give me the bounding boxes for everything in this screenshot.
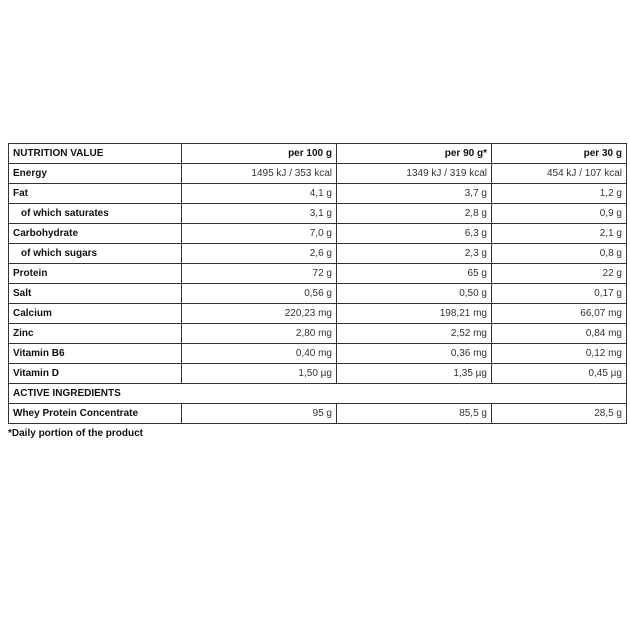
nutrient-label: Zinc	[9, 324, 182, 344]
nutrient-value: 2,8 g	[337, 204, 492, 224]
table-row	[9, 264, 627, 284]
nutrient-value: 2,80 mg	[182, 324, 337, 344]
nutrient-value: 0,8 g	[492, 244, 627, 264]
table-row	[9, 404, 627, 424]
nutrient-value: 7,0 g	[182, 224, 337, 244]
nutrient-value: 72 g	[182, 264, 337, 284]
nutrient-value: 0,36 mg	[337, 344, 492, 364]
nutrient-rows	[9, 164, 627, 384]
nutrient-value: 0,12 mg	[492, 344, 627, 364]
table-row	[9, 224, 627, 244]
nutrient-value: 1495 kJ / 353 kcal	[182, 164, 337, 184]
nutrient-label: Vitamin D	[9, 364, 182, 384]
nutrient-value: 2,3 g	[337, 244, 492, 264]
nutrient-label: Calcium	[9, 304, 182, 324]
table-row	[9, 324, 627, 344]
table-row	[9, 184, 627, 204]
table-row	[9, 364, 627, 384]
nutrient-value: 0,56 g	[182, 284, 337, 304]
table-row	[9, 304, 627, 324]
ingredient-value: 95 g	[182, 404, 337, 424]
nutrient-label: of which sugars	[9, 244, 182, 264]
ingredient-value: 85,5 g	[337, 404, 492, 424]
nutrient-value: 2,6 g	[182, 244, 337, 264]
nutrient-value: 4,1 g	[182, 184, 337, 204]
table-row	[9, 344, 627, 364]
nutrient-value: 2,1 g	[492, 224, 627, 244]
header-per-90g: per 90 g*	[337, 144, 492, 164]
header-nutrition-value: NUTRITION VALUE	[9, 144, 182, 164]
nutrient-label: Salt	[9, 284, 182, 304]
nutrition-panel	[8, 143, 626, 441]
active-ingredients-rows	[9, 384, 627, 424]
nutrient-value: 0,50 g	[337, 284, 492, 304]
nutrient-value: 6,3 g	[337, 224, 492, 244]
table-row	[9, 164, 627, 184]
nutrient-value: 0,45 µg	[492, 364, 627, 384]
nutrient-label: of which saturates	[9, 204, 182, 224]
nutrient-label: Vitamin B6	[9, 344, 182, 364]
nutrient-value: 0,17 g	[492, 284, 627, 304]
ingredient-value: 28,5 g	[492, 404, 627, 424]
nutrition-table	[8, 143, 627, 424]
nutrient-value: 1,50 µg	[182, 364, 337, 384]
nutrient-value: 1349 kJ / 319 kcal	[337, 164, 492, 184]
nutrient-value: 1,35 µg	[337, 364, 492, 384]
nutrient-value: 2,52 mg	[337, 324, 492, 344]
nutrient-label: Fat	[9, 184, 182, 204]
nutrient-value: 220,23 mg	[182, 304, 337, 324]
section-row	[9, 384, 627, 404]
table-row	[9, 204, 627, 224]
nutrient-value: 0,9 g	[492, 204, 627, 224]
section-heading-active-ingredients: ACTIVE INGREDIENTS	[9, 384, 627, 404]
nutrient-label: Energy	[9, 164, 182, 184]
ingredient-label: Whey Protein Concentrate	[9, 404, 182, 424]
nutrient-value: 3,1 g	[182, 204, 337, 224]
nutrient-value: 66,07 mg	[492, 304, 627, 324]
nutrient-label: Protein	[9, 264, 182, 284]
nutrient-label: Carbohydrate	[9, 224, 182, 244]
nutrient-value: 3,7 g	[337, 184, 492, 204]
header-per-30g: per 30 g	[492, 144, 627, 164]
nutrient-value: 0,84 mg	[492, 324, 627, 344]
nutrient-value: 454 kJ / 107 kcal	[492, 164, 627, 184]
nutrient-value: 0,40 mg	[182, 344, 337, 364]
table-row	[9, 244, 627, 264]
table-row	[9, 284, 627, 304]
nutrient-value: 1,2 g	[492, 184, 627, 204]
header-per-100g: per 100 g	[182, 144, 337, 164]
nutrient-value: 22 g	[492, 264, 627, 284]
table-header-row	[9, 144, 627, 164]
nutrient-value: 198,21 mg	[337, 304, 492, 324]
nutrient-value: 65 g	[337, 264, 492, 284]
footnote: *Daily portion of the product	[8, 428, 143, 439]
